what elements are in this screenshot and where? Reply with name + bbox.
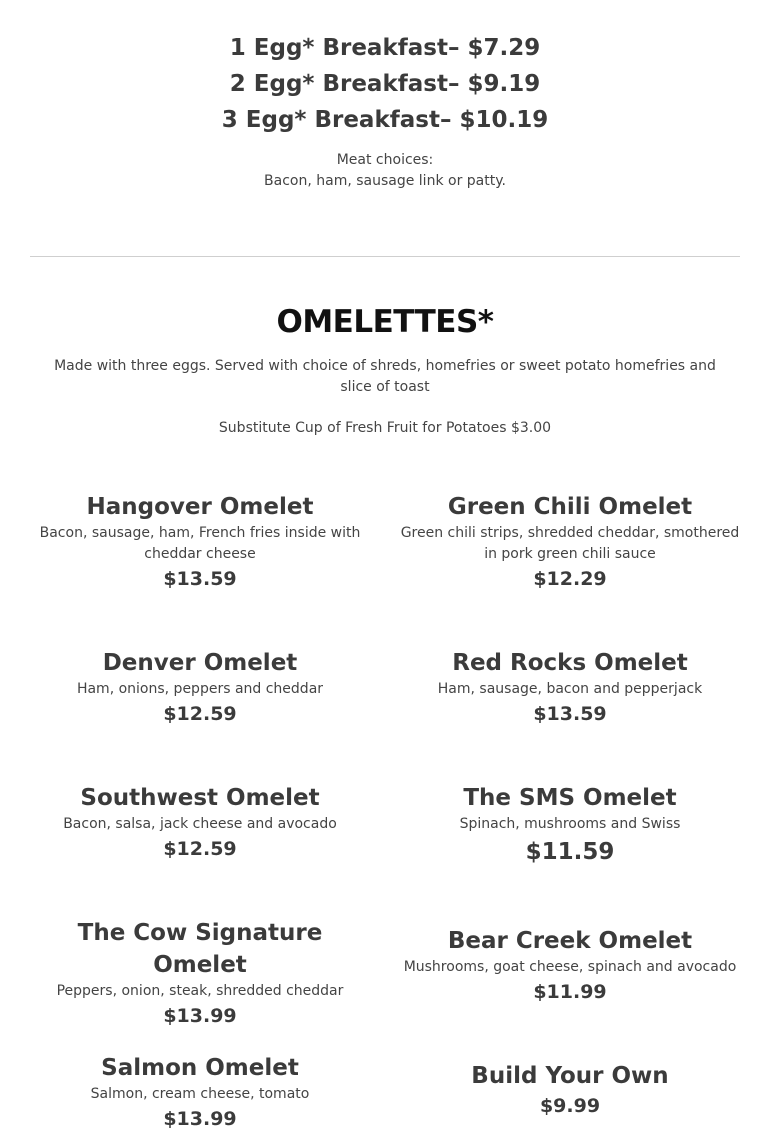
menu-item-build-your-own <box>400 1060 740 1120</box>
menu-item-description: Green chili strips, shredded cheddar, smothered in pork green chili sauce <box>400 525 740 562</box>
omelettes-substitute-note: Substitute Cup of Fresh Fruit for Potatoes $3.00 <box>218 420 552 436</box>
menu-item-name: Denver Omelet <box>102 650 298 676</box>
menu-item-sms-omelet <box>400 782 740 869</box>
menu-item-description: Bacon, salsa, jack cheese and avocado <box>63 816 337 832</box>
omelettes-title: OMELETTES* <box>276 304 494 340</box>
menu-item-southwest-omelet <box>30 782 370 863</box>
menu-item-salmon-omelet <box>30 1052 370 1133</box>
menu-item-name: Green Chili Omelet <box>447 494 693 520</box>
menu-item-price: $13.59 <box>533 703 607 725</box>
breakfast-line-2: 2 Egg* Breakfast– $9.19 <box>229 71 541 97</box>
menu-item-name: Salmon Omelet <box>101 1055 299 1081</box>
omelettes-description: Made with three eggs. Served with choice of shreds, homefries or sweet potato homefries and slice of toast <box>54 358 716 395</box>
menu-item-price: $12.29 <box>533 568 607 590</box>
menu-item-price: $13.99 <box>163 1108 237 1130</box>
menu-item-price: $13.99 <box>163 1005 237 1027</box>
menu-item-cow-signature-omelet <box>30 917 370 1030</box>
meat-choices-label: Meat choices: <box>336 152 434 168</box>
menu-item-description: Ham, onions, peppers and cheddar <box>76 681 324 697</box>
breakfast-line-1: 1 Egg* Breakfast– $7.29 <box>229 35 541 61</box>
menu-item-price: $12.59 <box>163 703 237 725</box>
menu-item-name: The SMS Omelet <box>463 785 677 811</box>
breakfast-section <box>0 0 770 192</box>
menu-item-bear-creek-omelet <box>400 925 740 1006</box>
menu-item-price: $12.59 <box>163 838 237 860</box>
menu-item-description: Mushrooms, goat cheese, spinach and avocado <box>403 959 737 975</box>
menu-item-name: The Cow Signature Omelet <box>77 920 323 978</box>
menu-item-description: Spinach, mushrooms and Swiss <box>459 816 681 832</box>
menu-item-name: Bear Creek Omelet <box>447 928 693 954</box>
menu-item-price: $9.99 <box>539 1095 601 1117</box>
meat-choices-options: Bacon, ham, sausage link or patty. <box>264 173 506 189</box>
menu-item-description: Peppers, onion, steak, shredded cheddar <box>56 983 344 999</box>
menu-item-description: Salmon, cream cheese, tomato <box>90 1086 310 1102</box>
menu-item-denver-omelet <box>30 647 370 728</box>
menu-item-red-rocks-omelet <box>400 647 740 728</box>
menu-item-price: $11.59 <box>525 839 615 865</box>
menu-item-name: Red Rocks Omelet <box>452 650 688 676</box>
section-divider <box>30 256 740 257</box>
menu-item-description: Bacon, sausage, ham, French fries inside with cheddar cheese <box>39 525 361 562</box>
meat-choices <box>0 150 770 192</box>
breakfast-line-3: 3 Egg* Breakfast– $10.19 <box>221 107 549 133</box>
menu-item-price: $13.59 <box>163 568 237 590</box>
menu-item-green-chili-omelet <box>400 491 740 593</box>
menu-item-name: Southwest Omelet <box>80 785 320 811</box>
menu-item-name: Build Your Own <box>471 1063 669 1089</box>
menu-item-description: Ham, sausage, bacon and pepperjack <box>437 681 703 697</box>
menu-item-hangover-omelet <box>30 491 370 593</box>
menu-item-price: $11.99 <box>533 981 607 1003</box>
menu-item-name: Hangover Omelet <box>86 494 314 520</box>
